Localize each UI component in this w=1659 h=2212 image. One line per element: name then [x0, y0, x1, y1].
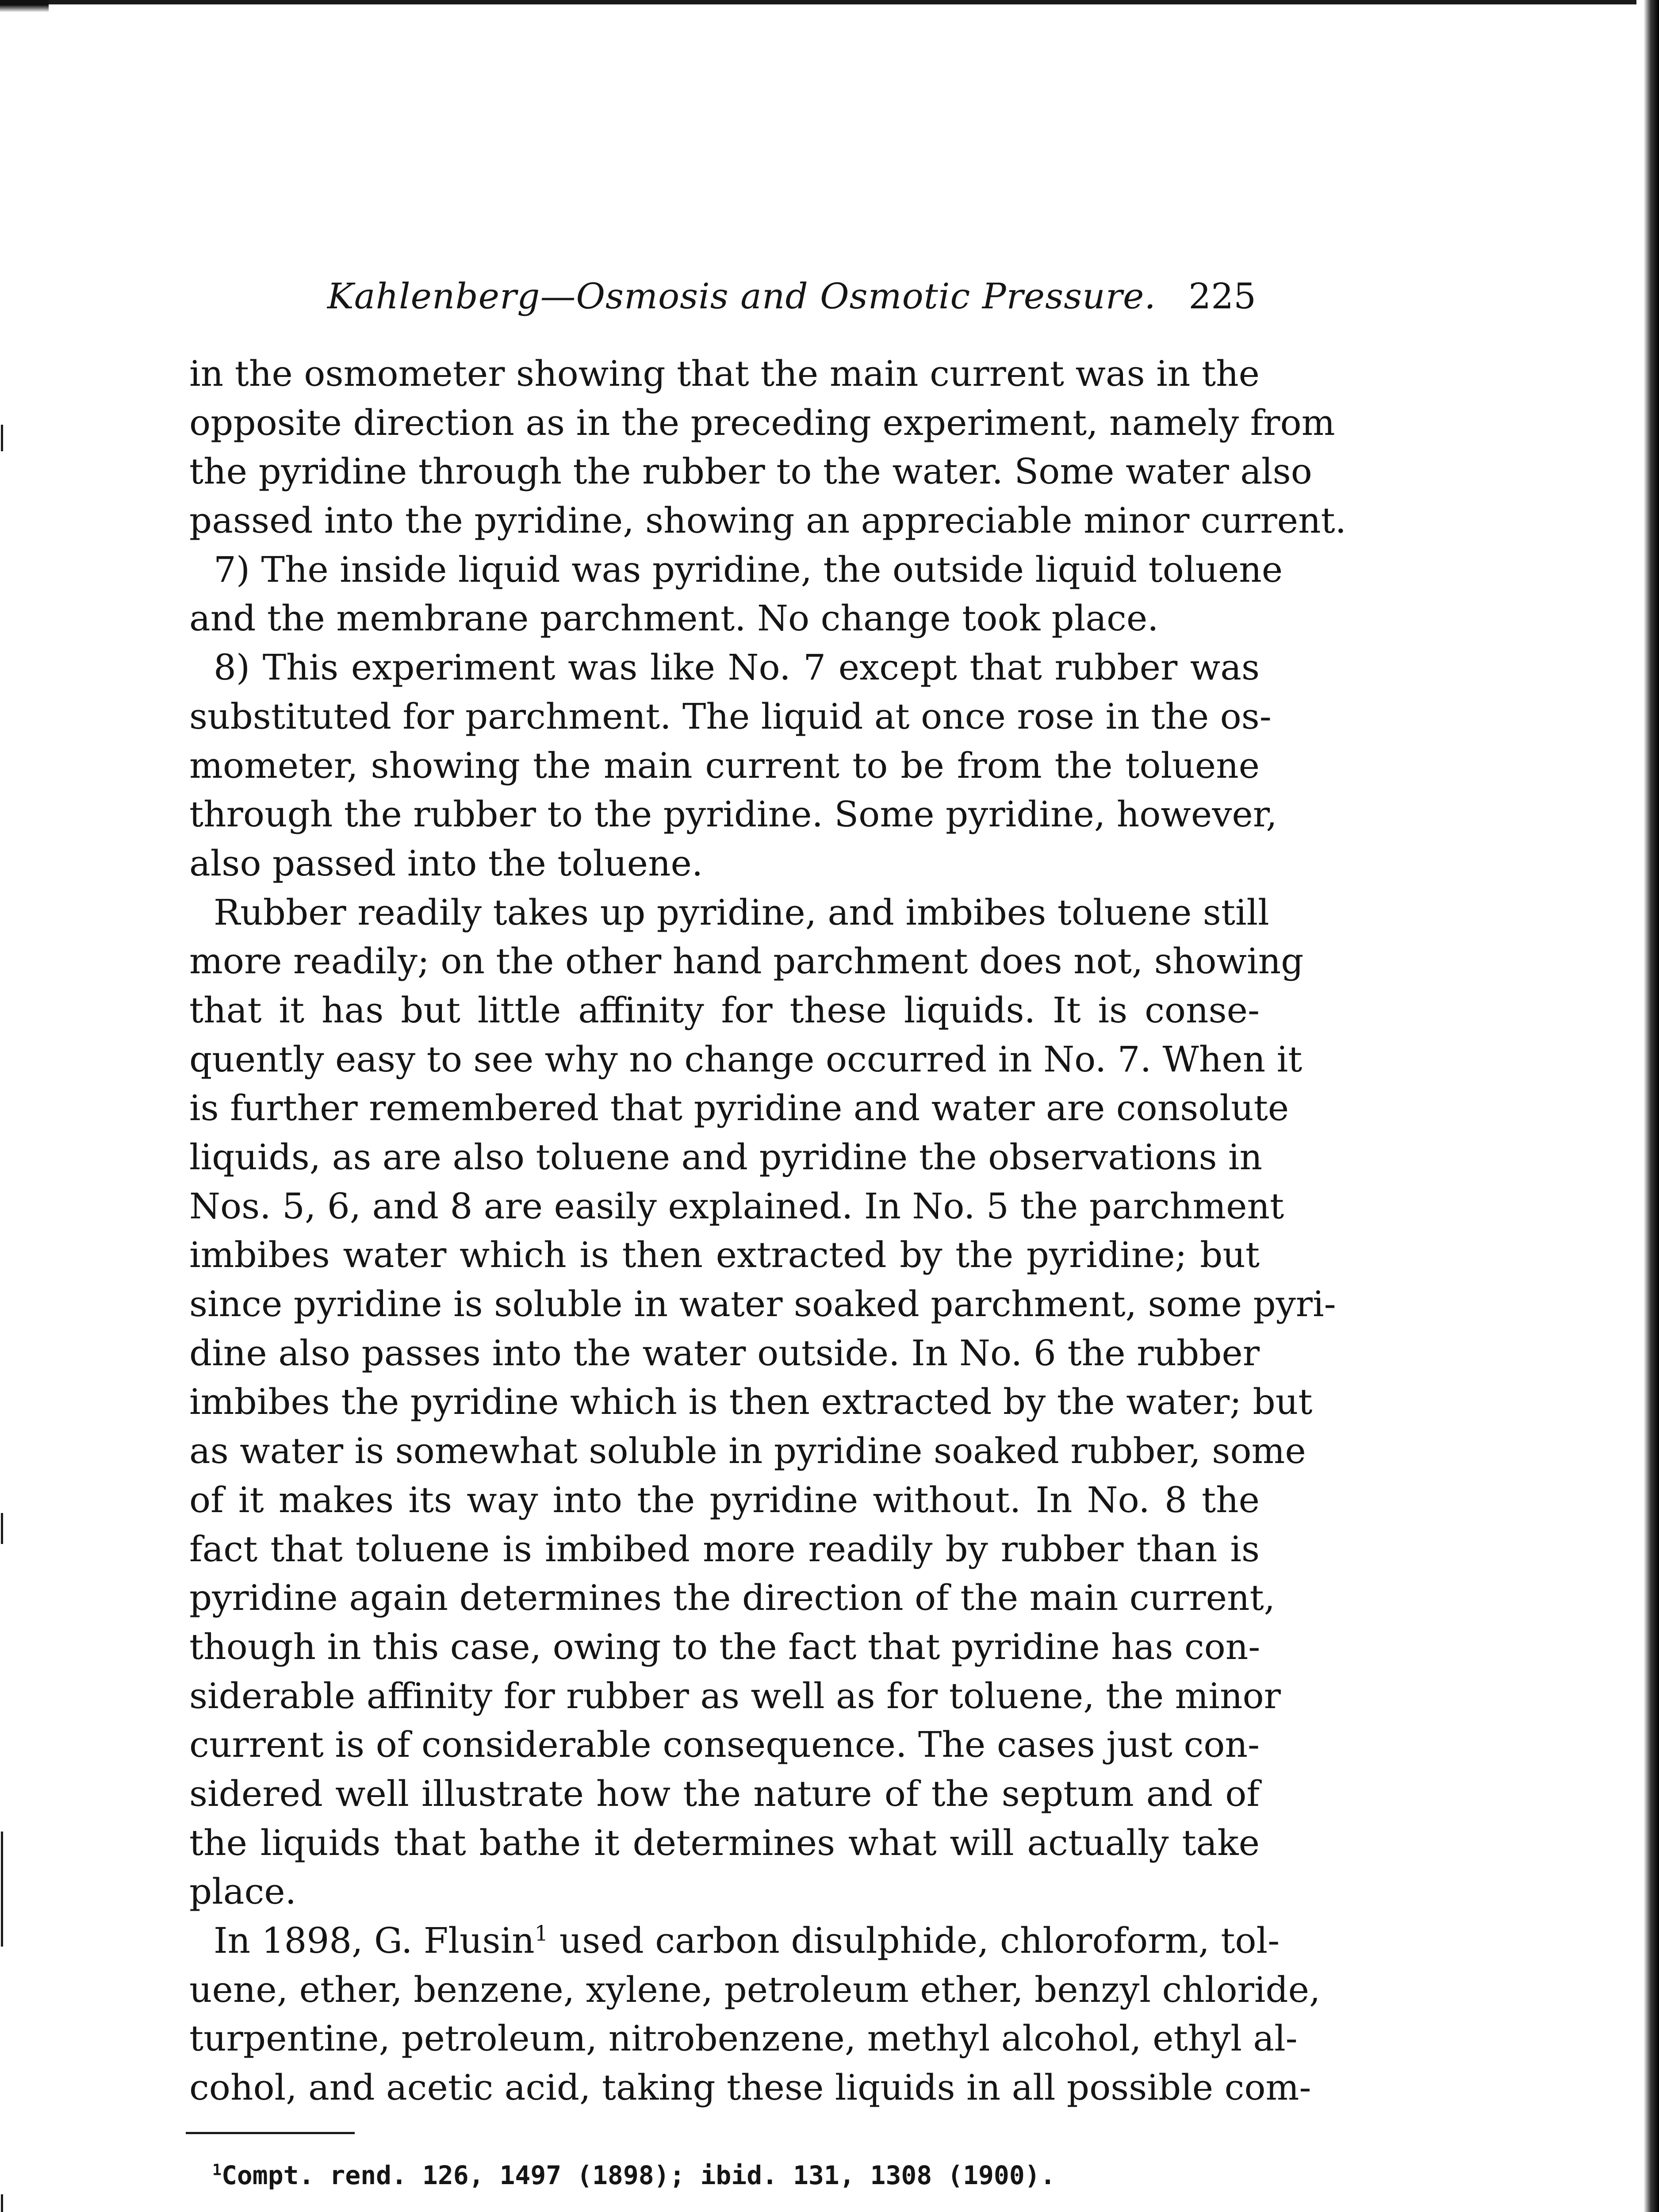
text-line: in the osmometer showing that the main current was in the	[189, 353, 1260, 394]
text-line: more readily; on the other hand parchment does not, showing	[189, 941, 1304, 982]
text-line: pyridine again determines the direction of the main current,	[189, 1577, 1276, 1619]
text-line: dine also passes into the water outside. In No. 6 the rubber	[189, 1332, 1260, 1374]
page-number: 225	[1188, 276, 1256, 317]
text-fragment: used carbon disulphide, chloroform, tol-	[548, 1920, 1280, 1961]
text-line: uene, ether, benzene, xylene, petroleum ether, benzyl chloride,	[189, 1969, 1321, 2010]
text-line: substituted for parchment. The liquid at once rose in the os-	[189, 695, 1272, 737]
text-line: cohol, and acetic acid, taking these liquids in all possible com-	[189, 2067, 1311, 2108]
text-line: place.	[189, 1871, 297, 1912]
scan-edge-top	[0, 0, 1636, 4]
text-line: since pyridine is soluble in water soaked parchment, some pyri-	[189, 1283, 1336, 1325]
text-line: imbibes water which is then extracted by the pyridine; but	[189, 1234, 1260, 1276]
footnote-marker: 1	[212, 2161, 222, 2179]
scan-edge-mark	[1, 1513, 3, 1544]
scan-edge-mark	[1, 2194, 3, 2212]
text-line: and the membrane parchment. No change took place.	[189, 598, 1159, 639]
text-line: 7) The inside liquid was pyridine, the outside liquid toluene	[214, 549, 1283, 590]
text-line: as water is somewhat soluble in pyridine soaked rubber, some	[189, 1430, 1306, 1472]
footnote-text: Compt. rend. 126, 1497 (1898); ibid. 131, 1308 (1900).	[221, 2160, 1056, 2190]
text-line: opposite direction as in the preceding experiment, namely from	[189, 402, 1335, 443]
text-line: also passed into the toluene.	[189, 842, 703, 884]
footnote	[212, 2155, 1097, 2195]
text-line: quently easy to see why no change occurred in No. 7. When it	[189, 1038, 1303, 1080]
text-line: the pyridine through the rubber to the water. Some water also	[189, 451, 1312, 492]
text-line: Nos. 5, 6, and 8 are easily explained. In No. 5 the parchment	[189, 1185, 1284, 1227]
scan-edge-right	[1644, 0, 1659, 2212]
text-line: current is of considerable consequence. The cases just con-	[189, 1724, 1260, 1766]
text-line: of it makes its way into the pyridine without. In No. 8 the	[189, 1479, 1260, 1521]
text-line: sidered well illustrate how the nature of the septum and of	[189, 1773, 1260, 1814]
scan-edge-mark	[1, 1832, 3, 1947]
text-line: turpentine, petroleum, nitrobenzene, methyl alcohol, ethyl al-	[189, 2018, 1298, 2059]
running-title: Kahlenberg—Osmosis and Osmotic Pressure.	[327, 276, 1156, 317]
text-line: siderable affinity for rubber as well as for toluene, the minor	[189, 1675, 1281, 1717]
text-line-with-footnote	[189, 1916, 1280, 1966]
text-line: is further remembered that pyridine and water are consolute	[189, 1087, 1289, 1129]
text-fragment: In 1898, G. Flusin	[214, 1920, 535, 1961]
text-line: mometer, showing the main current to be from the toluene	[189, 745, 1260, 786]
text-line: Rubber readily takes up pyridine, and imbibes toluene still	[214, 891, 1269, 933]
text-line: the liquids that bathe it determines what will actually take	[189, 1822, 1260, 1863]
scan-edge-corner	[0, 0, 49, 12]
footnote-reference[interactable]: 1	[534, 1921, 548, 1946]
body-text	[189, 349, 1347, 2112]
text-line: that it has but little affinity for these liquids. It is conse-	[189, 989, 1260, 1031]
text-line: 8) This experiment was like No. 7 except that rubber was	[214, 647, 1260, 688]
text-line: through the rubber to the pyridine. Some pyridine, however,	[189, 794, 1277, 835]
text-line: though in this case, owing to the fact that pyridine has con-	[189, 1626, 1261, 1667]
scan-edge-mark	[1, 425, 3, 451]
text-line: imbibes the pyridine which is then extracted by the water; but	[189, 1381, 1313, 1423]
text-line: liquids, as are also toluene and pyridine the observations in	[189, 1137, 1263, 1178]
text-line: fact that toluene is imbibed more readily by rubber than is	[189, 1528, 1260, 1570]
text-line: passed into the pyridine, showing an appreciable minor current.	[189, 500, 1347, 541]
footnote-rule	[186, 2132, 355, 2134]
